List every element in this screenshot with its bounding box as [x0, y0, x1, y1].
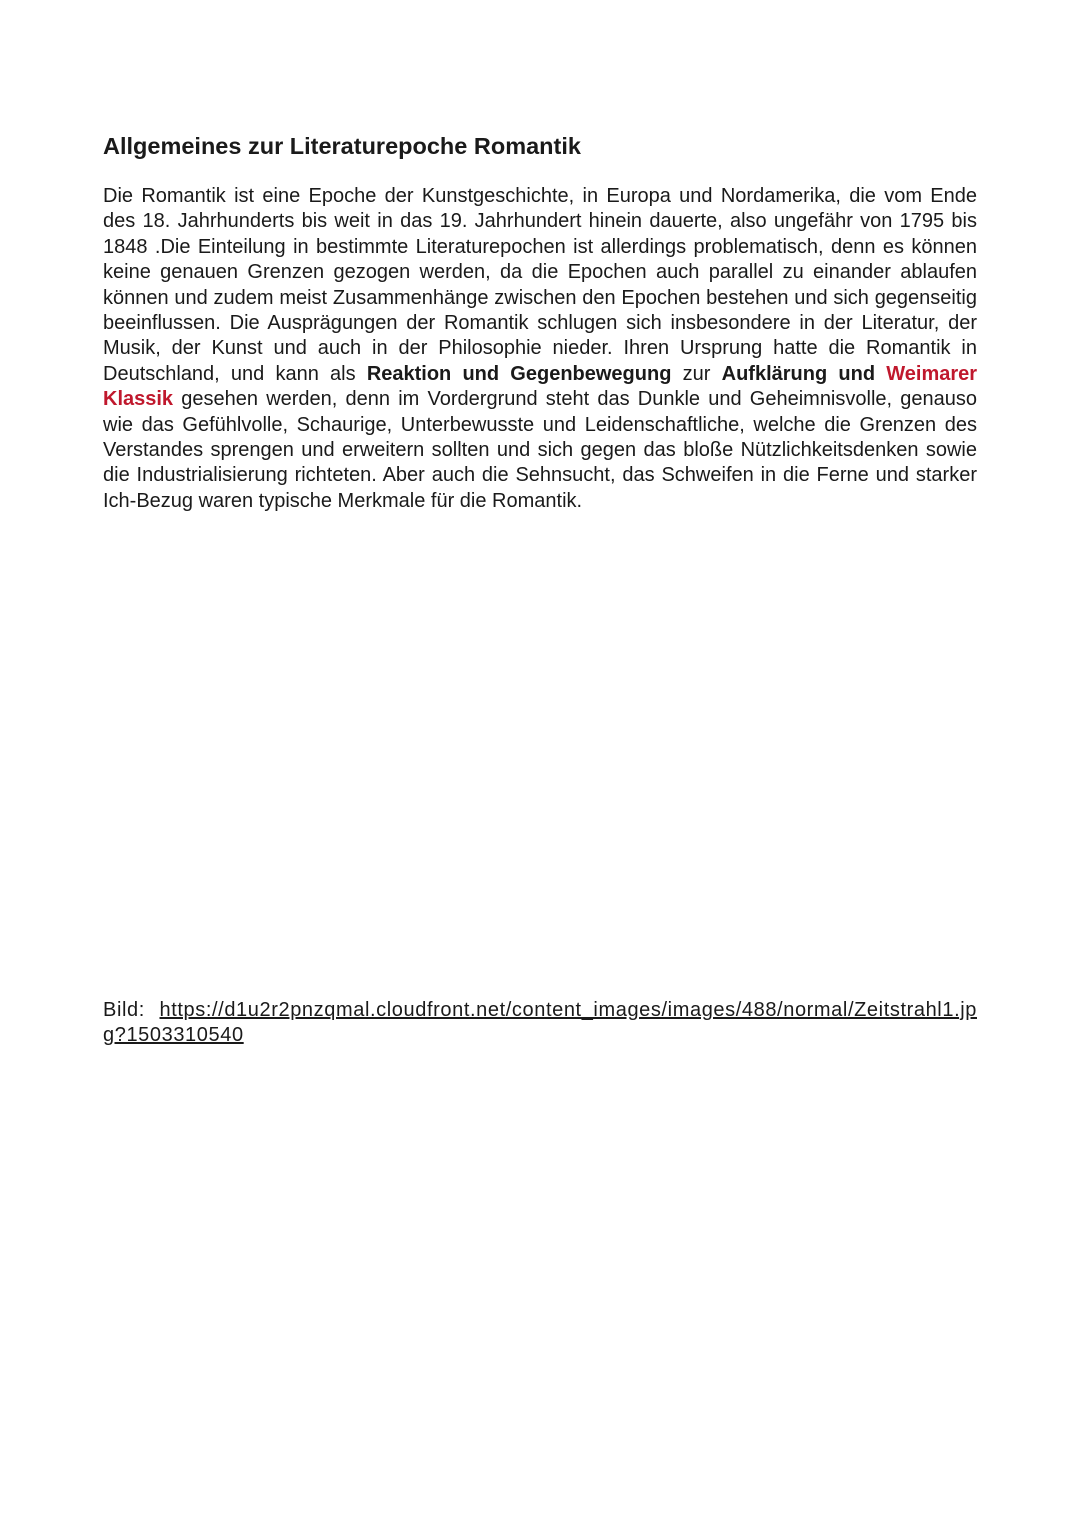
document-page [103, 130, 977, 514]
document-title: Allgemeines zur Literaturepoche Romantik [103, 133, 581, 159]
image-credit [103, 998, 977, 1049]
credit-label: Bild: [103, 999, 145, 1021]
paragraph-text-1: Die Romantik ist eine Epoche der Kunstgeschichte, in Europa und Nordamerika, die vom Ende des 18. Jahrhunderts bis weit in das 19. Jahrhundert hinein dauerte, also ungefähr von 1795 bis 1848 .Die Einteilung in bestimmte Literaturepochen ist allerdings problematisch, denn es können keine genauen Grenzen gezogen werden, da die Epochen auch parallel zu einander ablaufen können und zudem meist Zusammenhänge zwischen den Epochen bestehen und sich gegenseitig beeinflussen. Die Ausprägungen der Romantik schlugen sich insbesondere in der Literatur, der Musik, der Kunst und auch in der Philosophie nieder. Ihren Ursprung hatte die Romantik in Deutschland, und kann als [103, 185, 977, 385]
body-paragraph [103, 184, 977, 514]
credit-link[interactable]: https://d1u2r2pnzqmal.cloudfront.net/content_images/images/488/normal/Zeitstrahl1.jpg?1503310540 [103, 999, 977, 1047]
emphasis-aufklaerung: Aufklärung und [721, 362, 876, 385]
highlight-weimarer-klassik: Weimarer Klassik [103, 362, 978, 411]
paragraph-text-2: zur [682, 362, 711, 385]
emphasis-reaktion: Reaktion und Gegenbewegung [366, 362, 672, 385]
paragraph-text-3: gesehen werden, denn im Vordergrund steht das Dunkle und Geheimnisvolle, genauso wie das Gefühlvolle, Schaurige, Unterbewusste und Leidenschaftliche, welche die Grenzen des Verstandes sprengen und erweitern sollten und sich gegen das bloße Nützlichkeitsdenken sowie die Industrialisierung richteten. Aber auch die Sehnsucht, das Schweifen in die Ferne und starker Ich-Bezug waren typische Merkmale für die Romantik. [103, 388, 977, 512]
